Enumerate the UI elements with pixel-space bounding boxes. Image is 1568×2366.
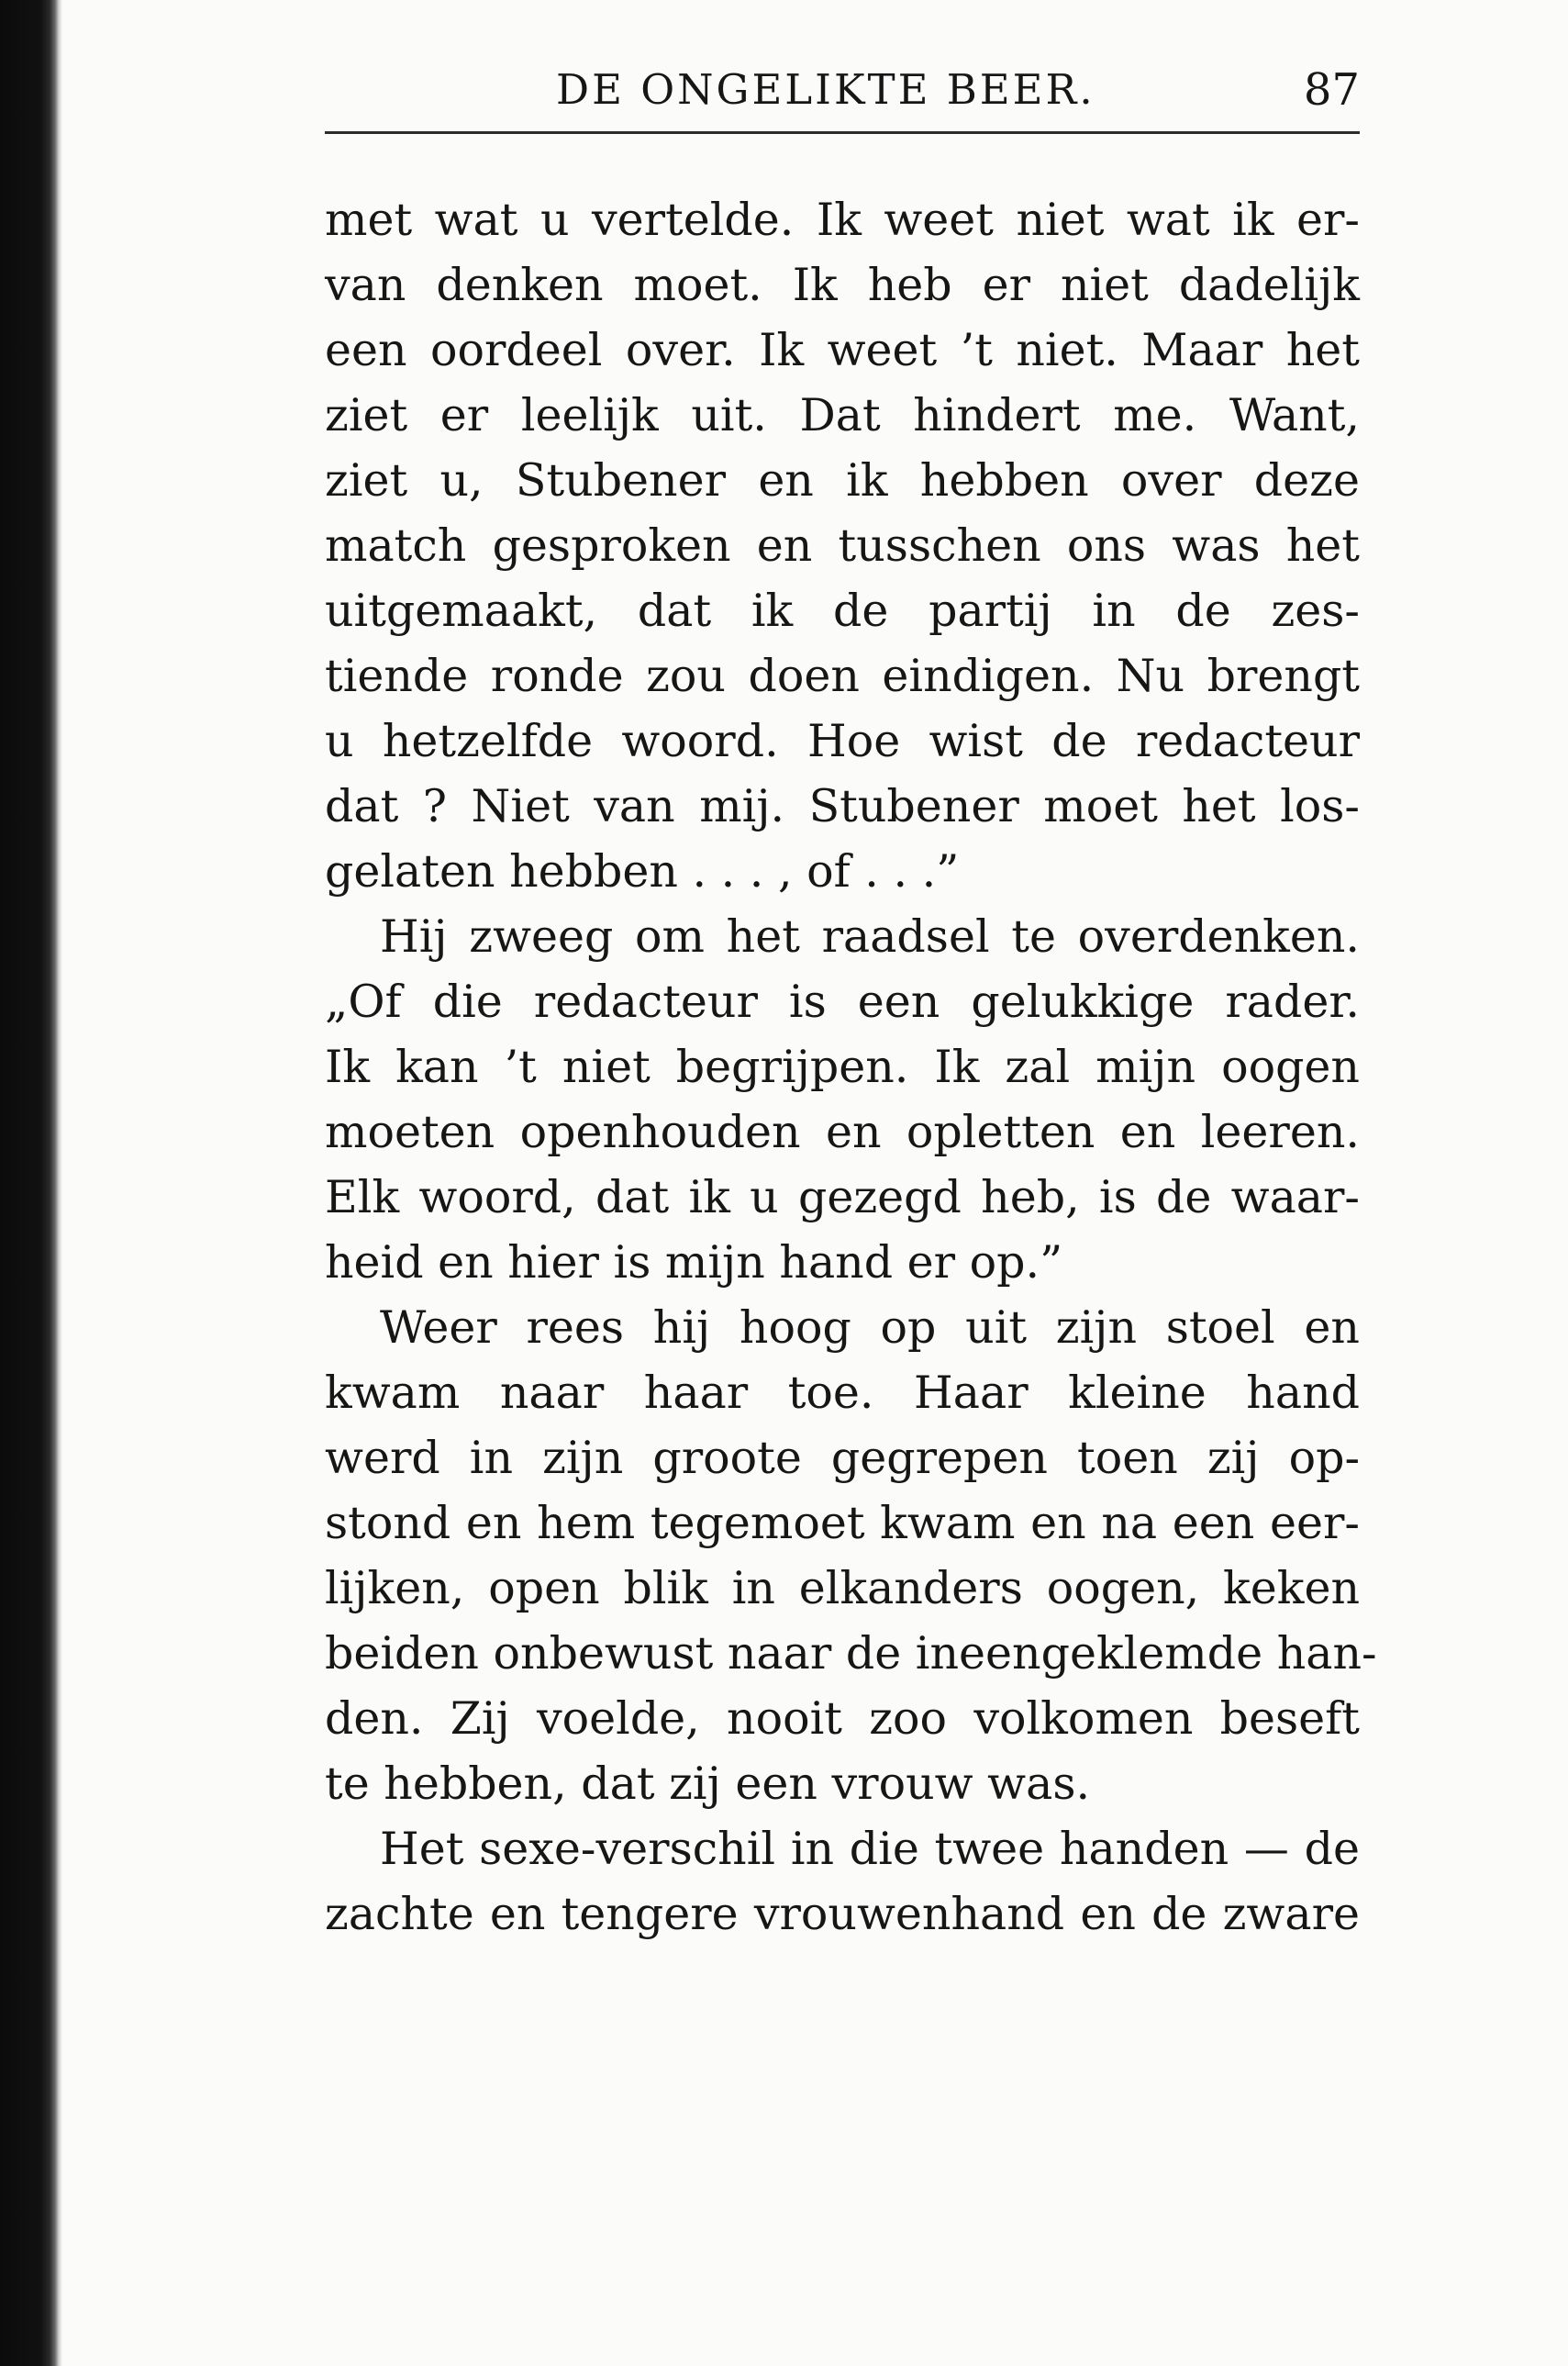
text-line: u hetzelfde woord. Hoe wist de redacteur [325,715,1360,767]
body-text [325,187,1377,1947]
text-line: „Of die redacteur is een gelukkige rader. [325,976,1360,1028]
text-line: gelaten hebben . . . , of . . .” [325,845,960,898]
text-line: ziet er leelijk uit. Dat hindert me. Want, [325,389,1360,441]
text-line: ziet u, Stubener en ik hebben over deze [325,454,1360,507]
text-line: lijken, open blik in elkanders oogen, keken [325,1562,1360,1614]
text-line: een oordeel over. Ik weet ’t niet. Maar het [325,324,1360,376]
running-title: DE ONGELIKTE BEER. [556,65,1095,114]
text-line: Het sexe-verschil in die twee handen — de [380,1823,1360,1875]
book-binding-edge [0,0,62,2366]
page-header [325,62,1360,136]
text-line: zachte en tengere vrouwenhand en de zware [325,1888,1360,1940]
text-line: Ik kan ’t niet begrijpen. Ik zal mijn oogen [325,1041,1360,1093]
text-line: uitgemaakt, dat ik de partij in de zes- [325,585,1360,637]
text-line: werd in zijn groote gegrepen toen zij op- [325,1432,1360,1484]
text-line: met wat u vertelde. Ik weet niet wat ik er- [325,194,1360,246]
page-number: 87 [1303,64,1360,116]
text-line: beiden onbewust naar de ineengeklemde han- [325,1627,1377,1680]
text-line: te hebben, dat zij een vrouw was. [325,1758,1091,1810]
text-line: Hij zweeg om het raadsel te overdenken. [380,910,1360,963]
text-line: dat ? Niet van mij. Stubener moet het los- [325,780,1360,832]
header-rule [325,131,1360,134]
text-line: Elk woord, dat ik u gezegd heb, is de waar- [325,1171,1360,1223]
text-line: heid en hier is mijn hand er op.” [325,1236,1063,1289]
text-line: den. Zij voelde, nooit zoo volkomen beseft [325,1692,1360,1745]
text-line: kwam naar haar toe. Haar kleine hand [325,1367,1360,1419]
text-line: stond en hem tegemoet kwam en na een eer- [325,1497,1360,1549]
text-line: tiende ronde zou doen eindigen. Nu brengt [325,650,1360,702]
text-line: Weer rees hij hoog op uit zijn stoel en [380,1301,1360,1354]
text-line: match gesproken en tusschen ons was het [325,519,1360,572]
text-line: moeten openhouden en opletten en leeren. [325,1106,1360,1158]
text-line: van denken moet. Ik heb er niet dadelijk [325,259,1360,311]
